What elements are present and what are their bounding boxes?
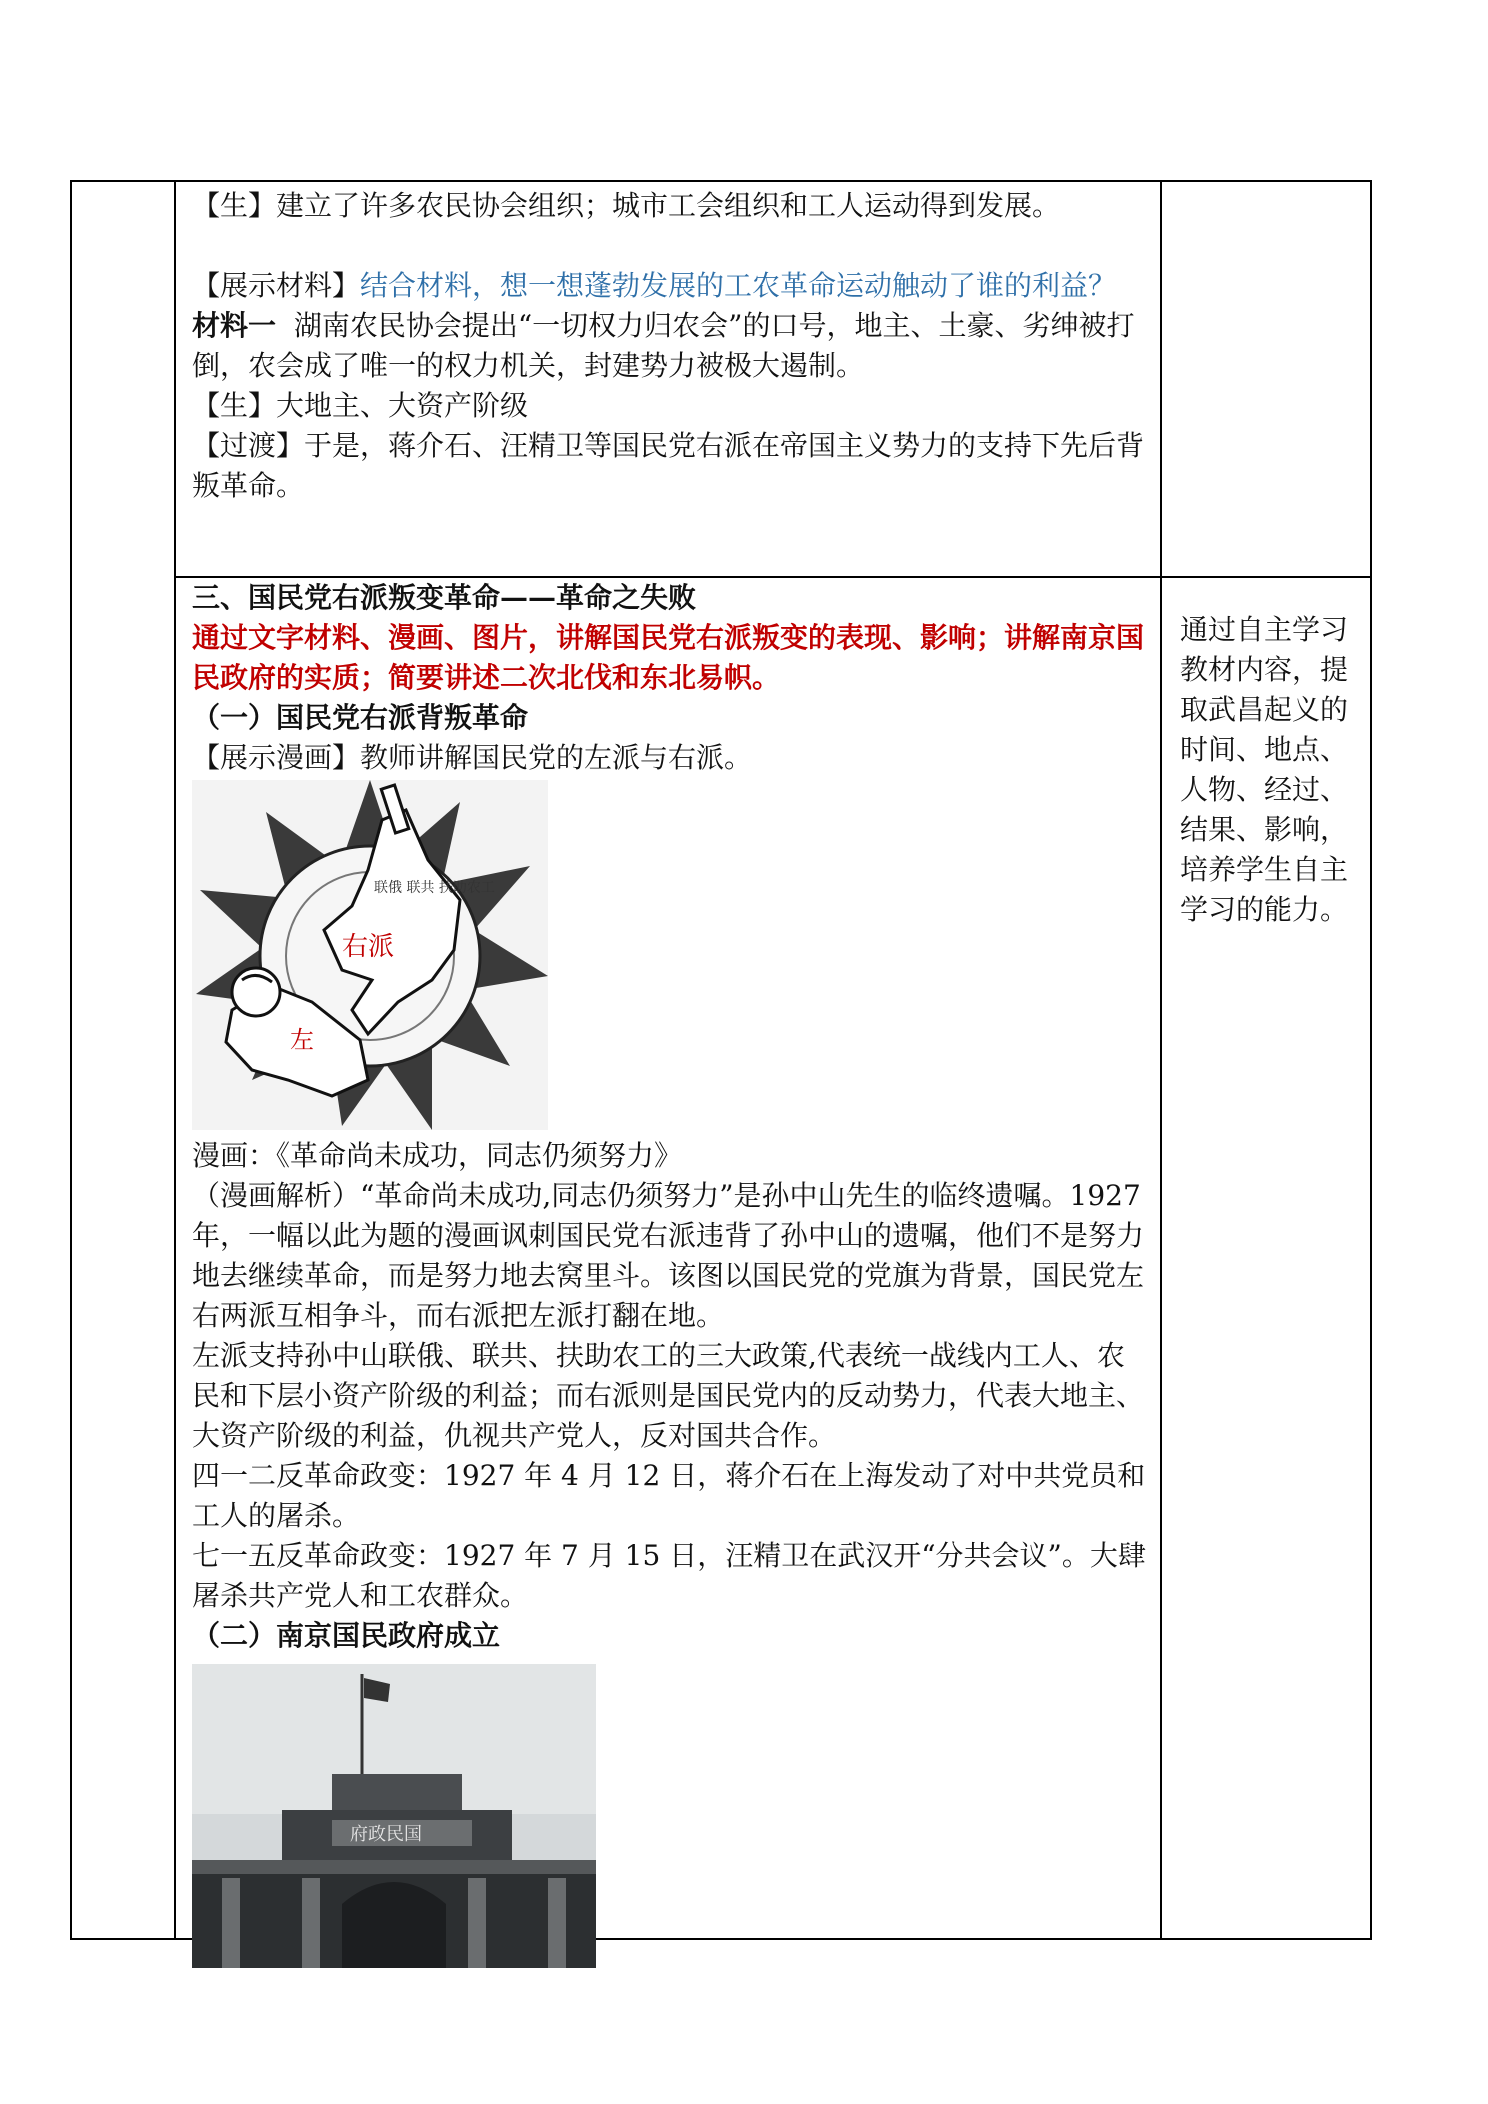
- top-content-cell: [192, 186, 1152, 506]
- show-material-label: 【展示材料】: [192, 269, 361, 302]
- lesson-table: [70, 180, 1372, 1940]
- design-intent-cell: [1180, 610, 1358, 930]
- design-intent-text: 通过自主学习教材内容，提取武昌起义的时间、地点、人物、经过、结果、影响，培养学生自主学习的能力。: [1180, 613, 1349, 926]
- section-heading: 三、国民党右派叛变革命——革命之失败: [192, 581, 697, 614]
- subheading-2: （二）南京国民政府成立: [192, 1619, 501, 1652]
- building-sign: 府政民国: [350, 1824, 422, 1845]
- column-divider-left: [174, 182, 176, 1938]
- material-one-text: 湖南农民协会提出“一切权力归农会”的口号，地主、土豪、劣绅被打倒，农会成了唯一的权力机关，封建势力被极大遏制。: [192, 309, 1135, 382]
- event-july-15: 七一五反革命政变：1927 年 7 月 15 日，汪精卫在武汉开“分共会议”。大肆屠杀共产党人和工农群众。: [192, 1539, 1146, 1612]
- photo-drawing: [192, 1664, 596, 1968]
- cartoon-drawing: [192, 780, 548, 1130]
- material-one-label: 材料一: [192, 309, 277, 342]
- transition-text: 【过渡】于是，蒋介石、汪精卫等国民党右派在帝国主义势力的支持下先后背叛革命。: [192, 429, 1145, 502]
- column-divider-right: [1160, 182, 1162, 1938]
- show-cartoon-text: 【展示漫画】教师讲解国民党的左派与右派。: [192, 741, 753, 774]
- cartoon-analysis-2: 左派支持孙中山联俄、联共、扶助农工的三大政策,代表统一战线内工人、农民和下层小资产阶级的利益；而右派则是国民党内的反动势力，代表大地主、大资产阶级的利益，仇视共产党人，反对国共合作。: [192, 1339, 1145, 1452]
- show-material-question: 结合材料，想一想蓬勃发展的工农革命运动触动了谁的利益？: [360, 269, 1117, 302]
- show-material: [192, 266, 1152, 306]
- material-one: [192, 306, 1152, 386]
- teaching-goal: 通过文字材料、漫画、图片，讲解国民党右派叛变的表现、影响；讲解南京国民政府的实质；简要讲述二次北伐和东北易帜。: [192, 621, 1145, 694]
- subheading-1: （一）国民党右派背叛革命: [192, 701, 529, 734]
- cartoon-scroll-text: 联俄 联共 扶助农工: [374, 880, 495, 896]
- cartoon-caption: 漫画：《革命尚未成功，同志仍须努力》: [192, 1139, 683, 1172]
- cartoon-image: [192, 780, 548, 1130]
- event-april-12: 四一二反革命政变：1927 年 4 月 12 日，蒋介石在上海发动了对中共党员和工人的屠杀。: [192, 1459, 1146, 1532]
- cartoon-left-label: 左: [290, 1026, 314, 1054]
- cartoon-analysis-1: （漫画解析）“革命尚未成功,同志仍须努力”是孙中山先生的临终遗嘱。1927 年，一幅以此为题的漫画讽刺国民党右派违背了孙中山的遗嘱，他们不是努力地去继续革命，而是努力地去窝里斗。该图以国民党的党旗为背景，国民党左右两派互相争斗，而右派把左派打翻在地。: [192, 1179, 1145, 1332]
- student-answer-2: 【生】大地主、大资产阶级: [192, 389, 529, 422]
- student-answer-1: 【生】建立了许多农民协会组织；城市工会组织和工人运动得到发展。: [192, 189, 1061, 222]
- nanjing-government-photo: [192, 1664, 596, 1968]
- cartoon-right-label: 右派: [342, 932, 395, 962]
- main-content-cell: [192, 578, 1152, 1968]
